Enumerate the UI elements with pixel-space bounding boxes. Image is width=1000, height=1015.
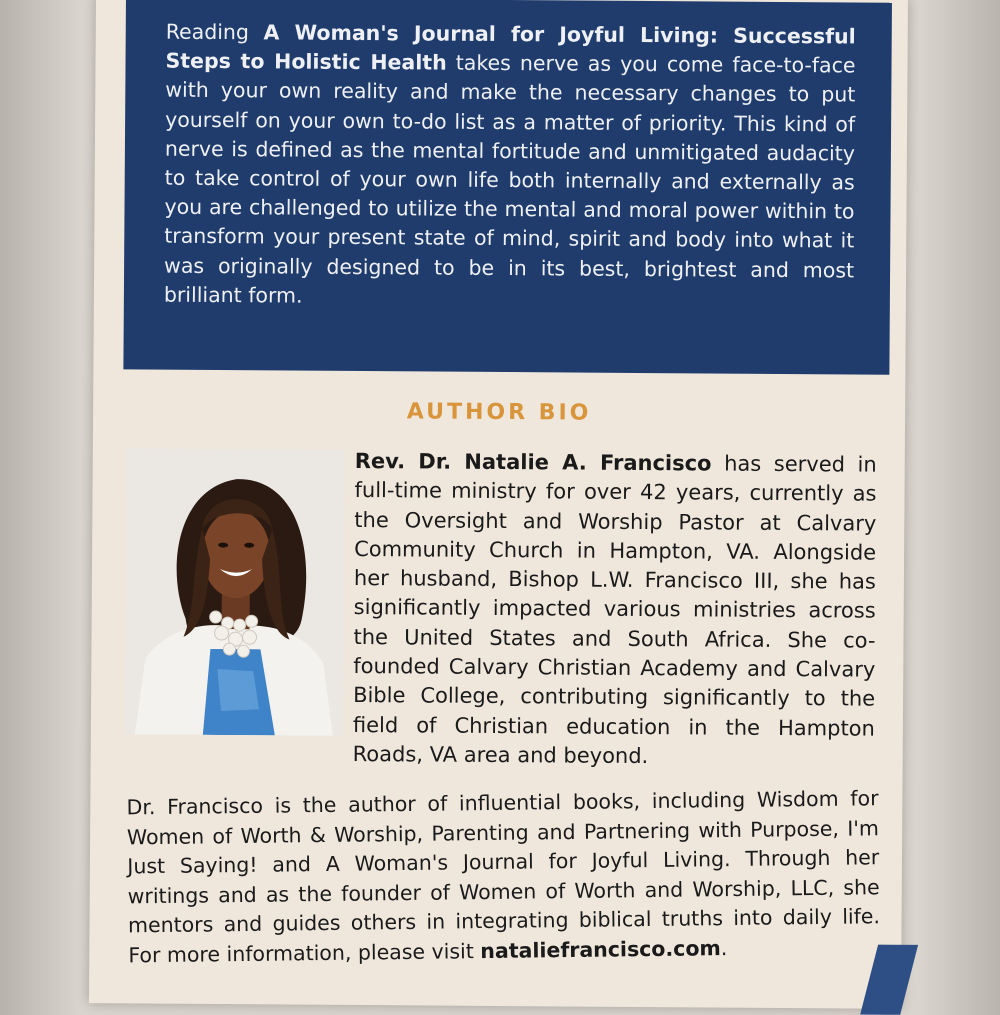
author-name: Rev. Dr. Natalie A. Francisco [354,448,712,476]
author-books-text [126,784,880,970]
author-bio-body: has served in full-time ministry for over 42 years, currently as the Oversight and Worship Pastor at Calvary Community Church in Hampton, VA. Alongside her husband, Bishop L.W. Francisco III, she has significantly impacted various ministries across the United States and South Africa. She co-founded Calvary Christian Academy and Calvary Bible College, contributing significantly to the field of Christian education in the Hampton Roads, VA area and beyond. [352,451,877,769]
author-bio-heading: AUTHOR BIO [406,399,592,426]
synopsis-panel [123,0,892,375]
author-bio-text [353,447,877,773]
synopsis-lead: Reading [165,19,264,45]
website-link[interactable]: nataliefrancisco.com [480,935,721,963]
book-back-cover [89,0,908,1009]
books-end: . [720,935,728,960]
book-title: A Woman's Journal for Joyful Living: Successful Steps to Holistic Health [165,20,856,75]
synopsis-body: takes nerve as you come face-to-face with your own reality and make the necessary changes to put yourself on your own to-do list as a matter of priority. This kind of nerve is defined as the mental fortitude and unmitigated audacity to take control of your own life both internally and externally as you are challenged to utilize the mental and moral power within to transform your present state of mind, spirit and body into what it was originally designed to be in its best, brightest and most brilliant form. [163,50,856,308]
synopsis-text [164,18,856,315]
author-photo [125,448,345,736]
books-body: Dr. Francisco is the author of influential books, including Wisdom for Women of Worth & Worship, Parenting and Partnering with Purpose, I'm Just Saying! and A Woman's Journal for Joyful Living. Through her writings and as the founder of Women of Worth and Worship, LLC, she mentors and guides others in integrating biblical truths into daily life. For more information, please visit [126,786,881,967]
